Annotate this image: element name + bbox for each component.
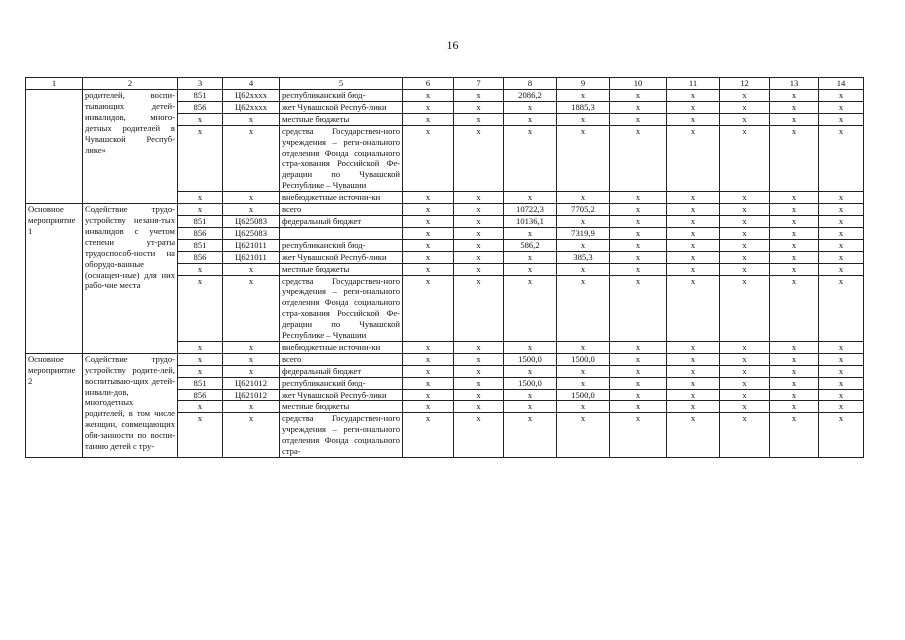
measure-name-cell: Основное мероприятие 1 (26, 204, 83, 354)
header-cell: 5 (280, 78, 403, 90)
value-cell: x (403, 192, 454, 204)
value-cell: 851 (178, 239, 223, 251)
value-cell: Ц625083 (223, 227, 280, 239)
value-cell: 856 (178, 101, 223, 113)
value-cell: x (819, 204, 864, 216)
value-cell: x (770, 113, 819, 125)
value-cell: x (770, 377, 819, 389)
value-cell: x (667, 401, 720, 413)
value-cell: x (770, 192, 819, 204)
value-cell: 856 (178, 251, 223, 263)
value-cell: x (557, 215, 610, 227)
header-cell: 9 (557, 78, 610, 90)
value-cell: x (819, 341, 864, 353)
funding-source-cell: республиканский бюд- (280, 377, 403, 389)
header-cell: 6 (403, 78, 454, 90)
value-cell: x (667, 101, 720, 113)
value-cell: x (720, 192, 770, 204)
value-cell: x (454, 413, 504, 458)
value-cell: 1500,0 (504, 353, 557, 365)
value-cell: x (504, 125, 557, 191)
value-cell: Ц62хххх (223, 90, 280, 102)
funding-source-cell: средства Государствен-ного учреждения – реги-онального отделения Фонда социального стра-хования Российской Фе-дерации по Чувашской Республике – Чувашии (280, 275, 403, 341)
value-cell: x (504, 341, 557, 353)
value-cell: x (770, 101, 819, 113)
value-cell: Ц621011 (223, 239, 280, 251)
value-cell: x (720, 353, 770, 365)
measure-description-cell: Содействие трудо-устройству родите-лей, воспитываю-щих детей-инвали-дов, многодетных родителей, в том числе женщин, совмещающих обя-занности по воспи-танию детей с тру- (83, 353, 178, 457)
value-cell: x (557, 275, 610, 341)
value-cell: x (223, 204, 280, 216)
value-cell: x (178, 113, 223, 125)
value-cell: x (610, 113, 667, 125)
value-cell: x (819, 227, 864, 239)
value-cell: 1500,0 (504, 377, 557, 389)
value-cell: x (557, 341, 610, 353)
value-cell: x (610, 125, 667, 191)
funding-source-cell: республиканский бюд- (280, 90, 403, 102)
value-cell: x (504, 251, 557, 263)
value-cell: x (403, 204, 454, 216)
value-cell: 2086,2 (504, 90, 557, 102)
value-cell: 586,2 (504, 239, 557, 251)
value-cell: x (403, 263, 454, 275)
funding-source-cell: средства Государствен-ного учреждения – реги-онального отделения Фонда социального стра-хования Российской Фе-дерации по Чувашской Республике – Чувашии (280, 125, 403, 191)
value-cell: x (223, 125, 280, 191)
value-cell: Ц625083 (223, 215, 280, 227)
value-cell: x (557, 401, 610, 413)
value-cell: x (178, 192, 223, 204)
value-cell: 851 (178, 90, 223, 102)
value-cell: 851 (178, 215, 223, 227)
value-cell: x (403, 113, 454, 125)
value-cell: x (454, 101, 504, 113)
value-cell: x (557, 125, 610, 191)
value-cell: x (819, 113, 864, 125)
value-cell: x (819, 125, 864, 191)
table-row (26, 353, 864, 365)
value-cell: x (403, 377, 454, 389)
funding-source-cell: жет Чувашской Респуб-лики (280, 101, 403, 113)
header-cell: 11 (667, 78, 720, 90)
value-cell: x (770, 125, 819, 191)
header-cell: 1 (26, 78, 83, 90)
table-row (26, 204, 864, 216)
value-cell: x (819, 101, 864, 113)
value-cell: x (667, 365, 720, 377)
value-cell: x (403, 353, 454, 365)
value-cell: x (403, 239, 454, 251)
value-cell: x (454, 125, 504, 191)
value-cell: x (720, 90, 770, 102)
value-cell: x (770, 251, 819, 263)
value-cell: x (178, 263, 223, 275)
value-cell: x (223, 192, 280, 204)
value-cell: x (819, 239, 864, 251)
value-cell: x (403, 125, 454, 191)
value-cell: x (819, 353, 864, 365)
value-cell: x (223, 263, 280, 275)
value-cell: x (178, 341, 223, 353)
header-cell: 8 (504, 78, 557, 90)
funding-source-cell (280, 227, 403, 239)
value-cell: x (504, 401, 557, 413)
value-cell: x (720, 239, 770, 251)
value-cell: x (223, 341, 280, 353)
budget-table (25, 77, 864, 458)
funding-source-cell: республиканский бюд- (280, 239, 403, 251)
value-cell: x (720, 215, 770, 227)
value-cell: x (403, 389, 454, 401)
value-cell: 7319,9 (557, 227, 610, 239)
value-cell: 856 (178, 227, 223, 239)
value-cell: x (504, 101, 557, 113)
value-cell: 1885,3 (557, 101, 610, 113)
value-cell: x (770, 227, 819, 239)
value-cell: x (720, 263, 770, 275)
value-cell: 1500,0 (557, 353, 610, 365)
funding-source-cell: местные бюджеты (280, 401, 403, 413)
value-cell: x (610, 353, 667, 365)
value-cell: x (819, 413, 864, 458)
value-cell: x (667, 215, 720, 227)
value-cell: x (504, 227, 557, 239)
value-cell: x (504, 192, 557, 204)
value-cell: x (819, 275, 864, 341)
value-cell: x (223, 353, 280, 365)
measure-name-cell: Основное мероприятие 2 (26, 353, 83, 457)
value-cell: x (819, 389, 864, 401)
page-number: 16 (446, 38, 459, 52)
table-row (26, 90, 864, 102)
value-cell: x (454, 353, 504, 365)
value-cell: x (667, 389, 720, 401)
value-cell: x (454, 341, 504, 353)
value-cell: x (610, 275, 667, 341)
value-cell: x (454, 113, 504, 125)
value-cell: x (770, 204, 819, 216)
header-cell: 4 (223, 78, 280, 90)
value-cell: x (667, 239, 720, 251)
value-cell: x (610, 239, 667, 251)
header-cell: 10 (610, 78, 667, 90)
value-cell: x (610, 365, 667, 377)
funding-source-cell: федеральный бюджет (280, 365, 403, 377)
value-cell: x (667, 413, 720, 458)
value-cell: x (667, 263, 720, 275)
value-cell: x (223, 365, 280, 377)
value-cell: x (667, 192, 720, 204)
value-cell: x (720, 125, 770, 191)
value-cell: x (454, 365, 504, 377)
funding-source-cell: всего (280, 204, 403, 216)
header-cell: 3 (178, 78, 223, 90)
value-cell: x (770, 365, 819, 377)
value-cell: x (667, 341, 720, 353)
value-cell: x (667, 275, 720, 341)
value-cell: x (610, 341, 667, 353)
measure-description-cell: родителей, воспи-тывающих детей-инвалидов, много-детных родителей в Чувашской Респуб-лике» (83, 90, 178, 204)
value-cell: 7705,2 (557, 204, 610, 216)
value-cell: x (504, 365, 557, 377)
value-cell: x (557, 239, 610, 251)
value-cell: x (770, 389, 819, 401)
value-cell: x (454, 227, 504, 239)
funding-source-cell: средства Государствен-ного учреждения – реги-онального отделения Фонда социального стра- (280, 413, 403, 458)
funding-source-cell: внебюджетные источни-ки (280, 341, 403, 353)
value-cell: x (770, 90, 819, 102)
value-cell: x (770, 275, 819, 341)
value-cell: x (770, 215, 819, 227)
header-cell: 14 (819, 78, 864, 90)
value-cell: x (667, 204, 720, 216)
funding-source-cell: жет Чувашской Респуб-лики (280, 251, 403, 263)
value-cell: x (454, 275, 504, 341)
value-cell: x (403, 365, 454, 377)
value-cell: x (610, 401, 667, 413)
value-cell: x (223, 413, 280, 458)
value-cell: x (557, 90, 610, 102)
measure-description-cell: Содействие трудо-устройству незаня-тых инвалидов с учетом степени ут-раты трудоспособ-ности на оборудо-ванные (оснащен-ные) для них рабо-чие места (83, 204, 178, 354)
value-cell: x (178, 125, 223, 191)
value-cell: 10722,3 (504, 204, 557, 216)
value-cell: Ц621011 (223, 251, 280, 263)
value-cell: x (819, 192, 864, 204)
value-cell: x (557, 365, 610, 377)
value-cell: Ц621012 (223, 377, 280, 389)
value-cell: x (667, 251, 720, 263)
value-cell: 856 (178, 389, 223, 401)
value-cell: x (667, 113, 720, 125)
value-cell: x (557, 377, 610, 389)
value-cell: x (504, 389, 557, 401)
header-cell: 12 (720, 78, 770, 90)
value-cell: x (819, 401, 864, 413)
value-cell: x (720, 251, 770, 263)
value-cell: x (504, 113, 557, 125)
value-cell: Ц62хххх (223, 101, 280, 113)
value-cell: x (610, 227, 667, 239)
value-cell: x (178, 413, 223, 458)
value-cell: x (504, 275, 557, 341)
value-cell: Ц621012 (223, 389, 280, 401)
value-cell: x (770, 341, 819, 353)
funding-source-cell: местные бюджеты (280, 113, 403, 125)
value-cell: x (610, 90, 667, 102)
value-cell: x (403, 413, 454, 458)
value-cell: x (720, 413, 770, 458)
value-cell: x (667, 125, 720, 191)
value-cell: x (819, 251, 864, 263)
value-cell: x (454, 192, 504, 204)
value-cell: x (504, 263, 557, 275)
value-cell: x (403, 90, 454, 102)
value-cell: x (403, 251, 454, 263)
value-cell: x (819, 365, 864, 377)
value-cell: x (557, 192, 610, 204)
value-cell: x (557, 113, 610, 125)
value-cell: x (403, 101, 454, 113)
value-cell: x (667, 377, 720, 389)
value-cell: x (178, 275, 223, 341)
value-cell: x (667, 353, 720, 365)
value-cell: x (819, 215, 864, 227)
header-cell: 13 (770, 78, 819, 90)
value-cell: x (770, 263, 819, 275)
value-cell: x (610, 215, 667, 227)
value-cell: 1500,0 (557, 389, 610, 401)
value-cell: x (403, 341, 454, 353)
value-cell: x (454, 401, 504, 413)
value-cell: x (403, 215, 454, 227)
value-cell: x (557, 263, 610, 275)
value-cell: x (610, 204, 667, 216)
value-cell: x (223, 275, 280, 341)
value-cell: x (720, 341, 770, 353)
value-cell: x (178, 353, 223, 365)
value-cell: x (720, 389, 770, 401)
value-cell: x (819, 90, 864, 102)
value-cell: x (454, 251, 504, 263)
value-cell: 10136,1 (504, 215, 557, 227)
value-cell: x (720, 227, 770, 239)
value-cell: x (720, 275, 770, 341)
value-cell: x (770, 239, 819, 251)
value-cell: x (610, 251, 667, 263)
value-cell: x (178, 401, 223, 413)
value-cell: x (454, 204, 504, 216)
value-cell: x (610, 413, 667, 458)
header-cell: 2 (83, 78, 178, 90)
value-cell: x (454, 377, 504, 389)
value-cell: x (403, 275, 454, 341)
value-cell: x (770, 413, 819, 458)
funding-source-cell: жет Чувашской Респуб-лики (280, 389, 403, 401)
value-cell: x (770, 401, 819, 413)
header-row (26, 78, 864, 90)
value-cell: x (403, 401, 454, 413)
header-cell: 7 (454, 78, 504, 90)
value-cell: x (610, 389, 667, 401)
value-cell: x (610, 263, 667, 275)
value-cell: x (454, 263, 504, 275)
value-cell: x (720, 113, 770, 125)
value-cell: x (819, 263, 864, 275)
funding-source-cell: местные бюджеты (280, 263, 403, 275)
value-cell: 851 (178, 377, 223, 389)
value-cell: x (454, 389, 504, 401)
value-cell: x (819, 377, 864, 389)
value-cell: x (720, 377, 770, 389)
value-cell: 385,3 (557, 251, 610, 263)
value-cell: x (720, 401, 770, 413)
value-cell: x (178, 204, 223, 216)
value-cell: x (223, 401, 280, 413)
value-cell: x (610, 101, 667, 113)
measure-name-cell (26, 90, 83, 204)
value-cell: x (667, 90, 720, 102)
value-cell: x (720, 204, 770, 216)
value-cell: x (454, 90, 504, 102)
value-cell: x (223, 113, 280, 125)
value-cell: x (770, 353, 819, 365)
value-cell: x (454, 215, 504, 227)
value-cell: x (557, 413, 610, 458)
value-cell: x (610, 377, 667, 389)
funding-source-cell: всего (280, 353, 403, 365)
funding-source-cell: федеральный бюджет (280, 215, 403, 227)
value-cell: x (178, 365, 223, 377)
value-cell: x (610, 192, 667, 204)
value-cell: x (504, 413, 557, 458)
value-cell: x (720, 101, 770, 113)
value-cell: x (454, 239, 504, 251)
funding-source-cell: внебюджетные источни-ки (280, 192, 403, 204)
value-cell: x (667, 227, 720, 239)
value-cell: x (403, 227, 454, 239)
value-cell: x (720, 365, 770, 377)
